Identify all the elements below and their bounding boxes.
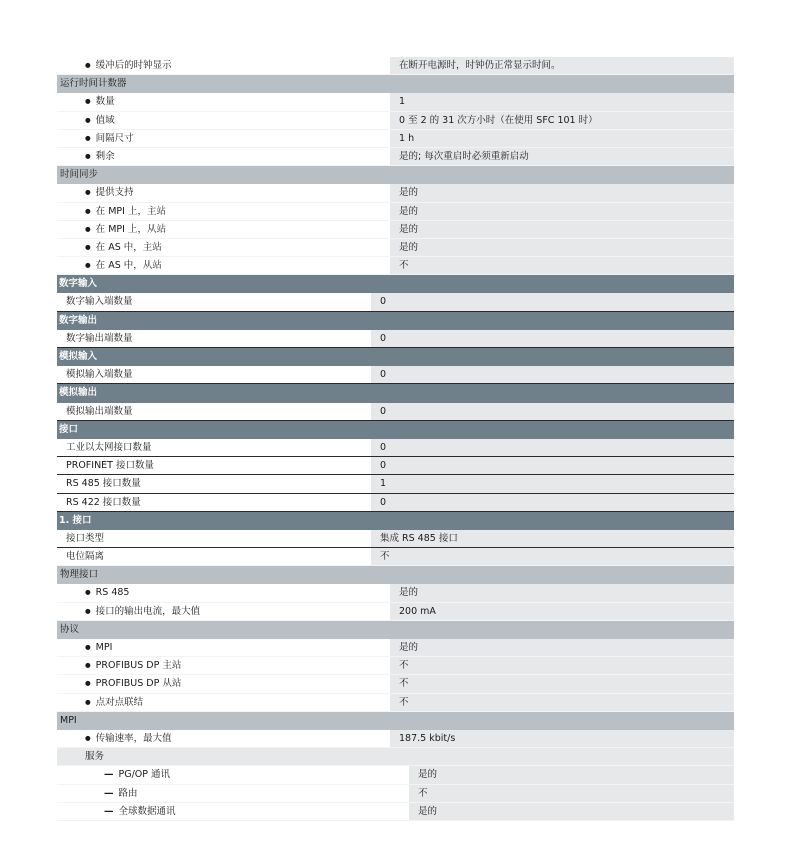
bullet-icon xyxy=(85,660,96,671)
spec-value: 187.5 kbit/s xyxy=(390,730,734,747)
spec-label-text: 缓冲后的时钟显示 xyxy=(95,60,172,71)
spec-label-text: RS 485 xyxy=(95,587,130,599)
spec-row xyxy=(57,366,734,384)
spec-label-text: RS 422 接口数量 xyxy=(66,496,141,508)
spec-label xyxy=(57,657,390,674)
section-header xyxy=(57,384,734,402)
spec-label-text: 间隔尺寸 xyxy=(95,132,134,144)
spec-row xyxy=(57,293,734,311)
bullet-icon xyxy=(85,60,96,71)
spec-label xyxy=(57,494,371,511)
section-header xyxy=(57,421,734,439)
spec-label-text: 在 MPI 上，从站 xyxy=(95,223,166,235)
spec-value xyxy=(390,748,734,765)
spec-label-text: 接口 xyxy=(59,423,79,435)
dash-icon xyxy=(104,806,119,817)
spec-label-text: 接口类型 xyxy=(66,532,105,544)
bullet-icon xyxy=(85,224,96,235)
spec-row xyxy=(57,112,734,130)
spec-label-text: 传输速率，最大值 xyxy=(95,732,172,744)
spec-value: 0 xyxy=(371,330,734,347)
spec-label xyxy=(57,112,390,129)
spec-row xyxy=(57,203,734,221)
bullet-icon xyxy=(85,206,96,217)
spec-row xyxy=(57,148,734,166)
spec-label xyxy=(57,166,365,184)
spec-label xyxy=(57,184,390,201)
spec-label xyxy=(57,93,390,110)
section-header xyxy=(57,312,734,330)
spec-label xyxy=(57,457,371,474)
spec-label xyxy=(57,221,390,238)
spec-row xyxy=(57,657,734,675)
spec-row xyxy=(57,57,734,75)
spec-label-text: 物理接口 xyxy=(60,569,99,581)
section-header xyxy=(57,621,734,639)
spec-row xyxy=(57,184,734,202)
spec-label-text: 模拟输入 xyxy=(59,351,98,362)
spec-row xyxy=(57,730,734,748)
spec-label xyxy=(57,748,390,765)
spec-value xyxy=(364,348,734,366)
spec-value: 在断开电源时，时钟仍正常显示时间。 xyxy=(390,57,734,74)
bullet-icon xyxy=(85,642,96,653)
spec-label xyxy=(57,57,390,74)
bullet-icon xyxy=(85,133,96,144)
spec-label xyxy=(57,584,390,601)
spec-label-text: RS 485 接口数量 xyxy=(66,478,141,490)
spec-label-text: 模拟输入端数量 xyxy=(66,369,133,381)
spec-row xyxy=(57,694,734,712)
spec-label xyxy=(57,257,390,274)
bullet-icon xyxy=(85,151,96,162)
spec-label-text: 点对点联结 xyxy=(95,696,144,708)
spec-row xyxy=(57,785,734,803)
spec-label-text: 数量 xyxy=(95,96,115,108)
spec-value xyxy=(365,566,734,584)
spec-label xyxy=(57,384,364,402)
section-header xyxy=(57,275,734,293)
spec-row xyxy=(57,548,734,566)
section-header xyxy=(57,712,734,730)
spec-row xyxy=(57,748,734,766)
spec-value: 不 xyxy=(390,675,734,692)
spec-value: 1 h xyxy=(390,130,734,147)
spec-label xyxy=(57,439,371,456)
bullet-icon xyxy=(85,260,96,271)
spec-label-text: 工业以太网接口数量 xyxy=(66,441,152,453)
spec-label-text: MPI xyxy=(95,642,113,653)
spec-row xyxy=(57,639,734,657)
spec-label xyxy=(57,475,371,492)
bullet-icon xyxy=(85,697,96,708)
spec-label-text: 值域 xyxy=(95,114,115,126)
spec-value: 0 xyxy=(371,366,734,383)
spec-label-text: 全球数据通讯 xyxy=(118,805,176,817)
spec-label xyxy=(57,275,364,293)
spec-label-text: 1. 接口 xyxy=(59,514,92,526)
spec-label-text: 数字输入端数量 xyxy=(66,296,133,308)
spec-label xyxy=(57,239,390,256)
spec-label xyxy=(57,548,371,565)
spec-label-text: PG/OP 通讯 xyxy=(118,769,171,781)
spec-value: 是的; 每次重启时必须重新启动 xyxy=(390,148,734,165)
spec-value: 不 xyxy=(390,257,734,274)
spec-value: 是的 xyxy=(390,184,734,201)
spec-table xyxy=(57,57,734,821)
spec-label xyxy=(57,694,390,711)
bullet-icon xyxy=(85,115,96,126)
spec-label xyxy=(57,675,390,692)
spec-label-text: 在 AS 中，主站 xyxy=(95,241,162,253)
bullet-icon xyxy=(85,587,96,598)
spec-label xyxy=(57,421,364,439)
spec-row xyxy=(57,675,734,693)
section-header xyxy=(57,166,734,184)
spec-label xyxy=(57,621,365,639)
spec-label-text: 剩余 xyxy=(95,150,115,162)
spec-label-text: 服务 xyxy=(85,751,105,763)
bullet-icon xyxy=(85,242,96,253)
spec-value: 0 xyxy=(371,494,734,511)
spec-row xyxy=(57,766,734,784)
spec-value: 0 xyxy=(371,457,734,474)
spec-value xyxy=(364,275,734,293)
spec-row xyxy=(57,403,734,421)
spec-value: 不 xyxy=(390,694,734,711)
spec-label-text: 数字输出端数量 xyxy=(66,332,133,344)
spec-value: 集成 RS 485 接口 xyxy=(371,530,734,547)
spec-label xyxy=(57,293,371,310)
spec-label-text: 接口的输出电流，最大值 xyxy=(95,605,201,617)
spec-row xyxy=(57,93,734,111)
spec-label-text: MPI xyxy=(60,714,77,726)
spec-label-text: 数字输出 xyxy=(59,314,98,326)
spec-value: 不 xyxy=(390,657,734,674)
spec-label xyxy=(57,639,390,656)
spec-value: 0 xyxy=(371,403,734,420)
spec-value: 0 xyxy=(371,293,734,310)
spec-value: 0 至 2 的 31 次方小时（在使用 SFC 101 时） xyxy=(390,112,734,129)
spec-label xyxy=(57,512,364,530)
section-header xyxy=(57,75,734,93)
spec-row xyxy=(57,494,734,512)
spec-label-text: 数字输入 xyxy=(59,278,98,290)
spec-value: 是的 xyxy=(409,766,734,783)
spec-label-text: 在 MPI 上，主站 xyxy=(95,205,166,217)
bullet-icon xyxy=(85,187,96,198)
dash-icon xyxy=(104,788,119,799)
spec-value xyxy=(365,621,734,639)
spec-value: 200 mA xyxy=(390,603,734,620)
spec-label xyxy=(57,712,365,730)
spec-label-text: 运行时间计数器 xyxy=(60,78,127,90)
spec-value: 是的 xyxy=(390,639,734,656)
spec-label xyxy=(57,730,390,747)
spec-value xyxy=(364,384,734,402)
spec-label-text: 协议 xyxy=(60,623,80,635)
bullet-icon xyxy=(85,733,96,744)
spec-row xyxy=(57,530,734,548)
section-header xyxy=(57,348,734,366)
spec-row xyxy=(57,803,734,821)
dash-icon xyxy=(104,769,119,780)
spec-label xyxy=(57,312,364,330)
spec-label-text: 模拟输出 xyxy=(59,387,98,399)
spec-value xyxy=(365,166,734,184)
spec-label xyxy=(57,785,409,802)
spec-label-text: PROFIBUS DP 从站 xyxy=(95,678,182,690)
spec-label xyxy=(57,603,390,620)
spec-label xyxy=(57,330,371,347)
spec-label xyxy=(57,148,390,165)
spec-label xyxy=(57,766,409,783)
spec-value: 是的 xyxy=(390,203,734,220)
spec-label xyxy=(57,348,364,366)
spec-value: 是的 xyxy=(409,803,734,820)
spec-value xyxy=(364,512,734,530)
spec-row xyxy=(57,130,734,148)
spec-value xyxy=(364,421,734,439)
spec-row xyxy=(57,239,734,257)
spec-row xyxy=(57,457,734,475)
spec-label xyxy=(57,803,409,820)
spec-label-text: 提供支持 xyxy=(95,187,134,199)
spec-value: 不 xyxy=(409,785,734,802)
spec-label-text: 路由 xyxy=(118,787,138,799)
spec-value: 不 xyxy=(371,548,734,565)
spec-row xyxy=(57,221,734,239)
spec-label-text: 模拟输出端数量 xyxy=(66,405,133,417)
spec-value: 是的 xyxy=(390,221,734,238)
spec-value xyxy=(365,75,734,93)
spec-value xyxy=(364,312,734,330)
spec-label xyxy=(57,530,371,547)
section-header xyxy=(57,566,734,584)
spec-row xyxy=(57,439,734,457)
spec-row xyxy=(57,603,734,621)
spec-value: 是的 xyxy=(390,584,734,601)
spec-row xyxy=(57,257,734,275)
spec-label-text: 在 AS 中，从站 xyxy=(95,260,162,272)
spec-label-text: PROFIBUS DP 主站 xyxy=(95,660,182,672)
spec-label-text: PROFINET 接口数量 xyxy=(66,460,155,472)
spec-label xyxy=(57,75,365,93)
bullet-icon xyxy=(85,678,96,689)
spec-label xyxy=(57,566,365,584)
spec-label xyxy=(57,366,371,383)
section-header xyxy=(57,512,734,530)
spec-value: 是的 xyxy=(390,239,734,256)
spec-label-text: 时间同步 xyxy=(60,169,99,181)
spec-label xyxy=(57,203,390,220)
spec-value: 1 xyxy=(371,475,734,492)
spec-value: 1 xyxy=(390,93,734,110)
spec-row xyxy=(57,584,734,602)
spec-label xyxy=(57,130,390,147)
bullet-icon xyxy=(85,96,96,107)
spec-value: 0 xyxy=(371,439,734,456)
spec-row xyxy=(57,330,734,348)
spec-label-text: 电位隔离 xyxy=(66,551,105,563)
spec-label xyxy=(57,403,371,420)
spec-row xyxy=(57,475,734,493)
bullet-icon xyxy=(85,606,96,617)
spec-value xyxy=(365,712,734,730)
